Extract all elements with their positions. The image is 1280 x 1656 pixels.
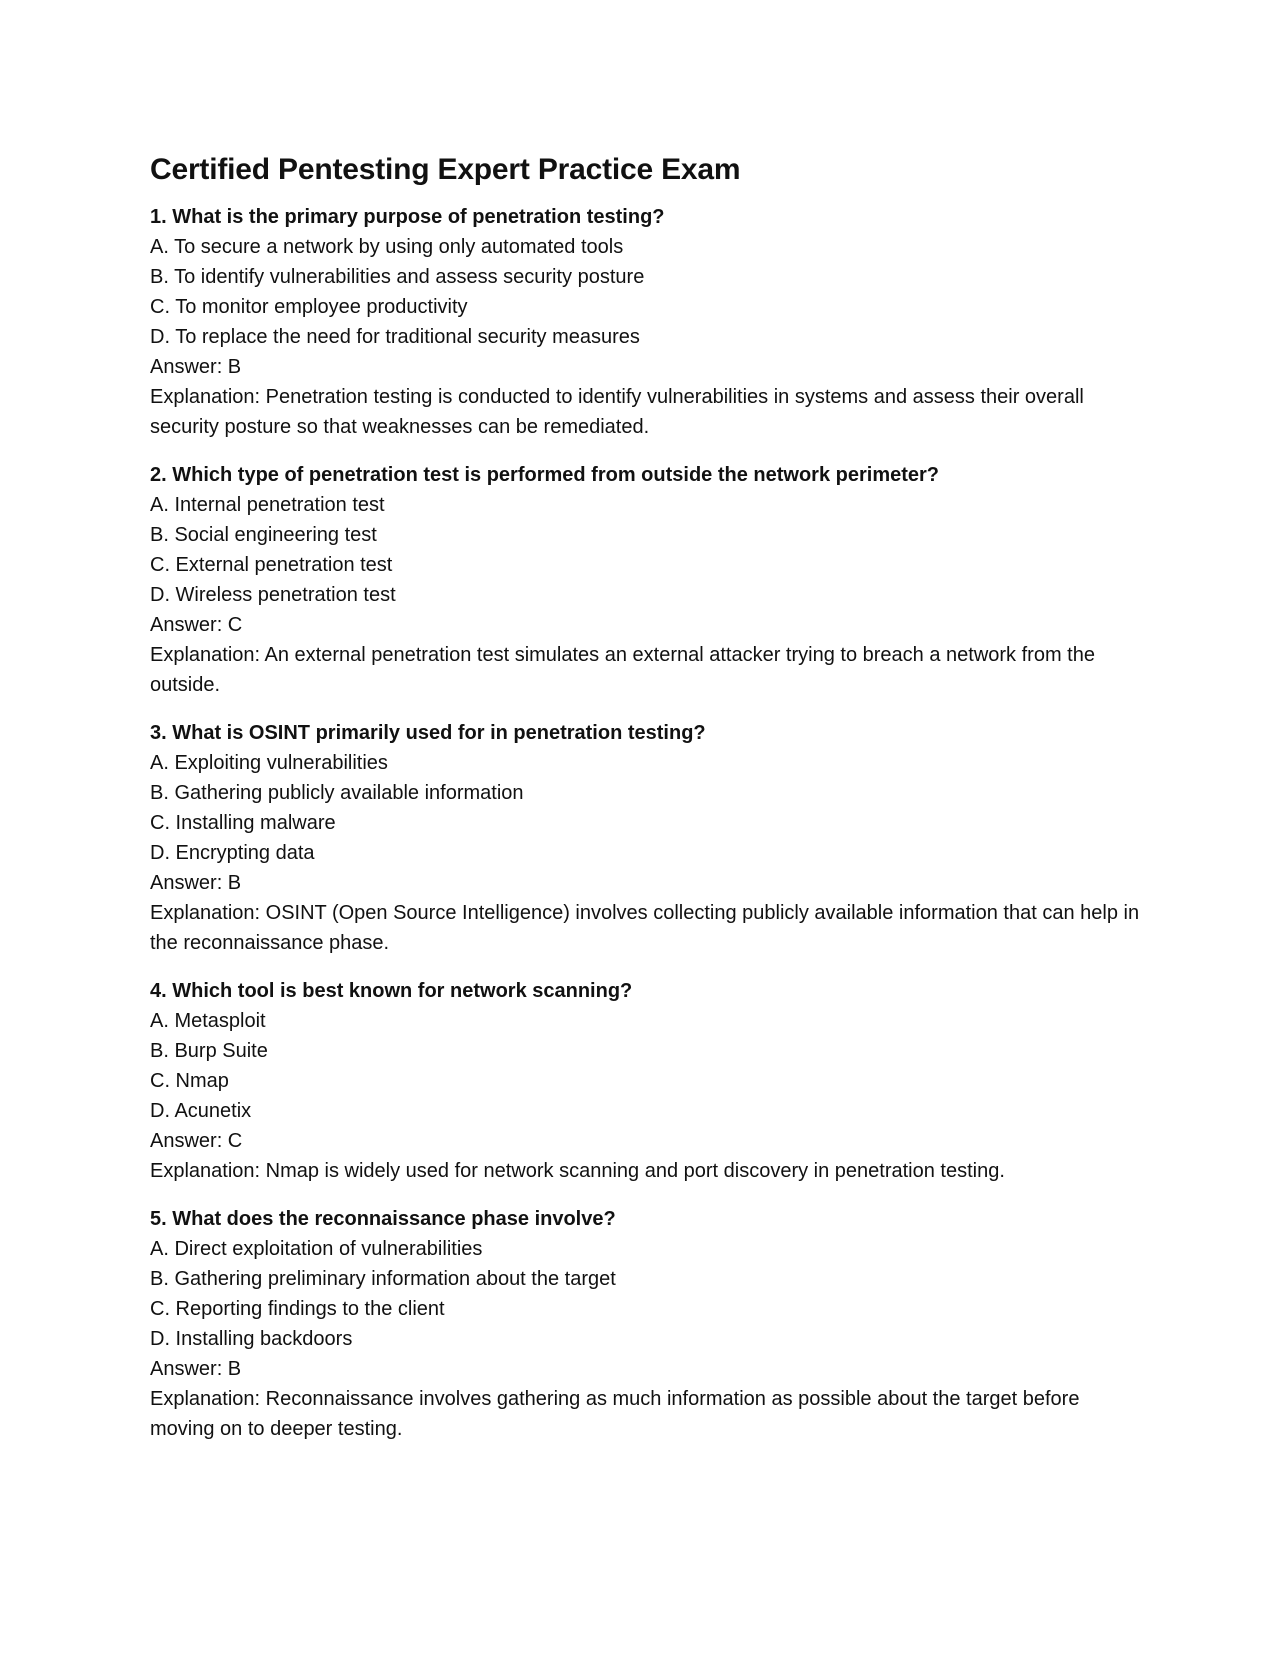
option-item: B. Gathering publicly available information (150, 782, 524, 804)
question-text: 2. Which type of penetration test is performed from outside the network perimeter? (150, 464, 940, 486)
explanation-text: Explanation: An external penetration test simulates an external attacker trying to breach a network from the outside. (150, 644, 1095, 696)
option-item: D. Wireless penetration test (150, 584, 396, 606)
option-list (150, 748, 1140, 868)
explanation-text: Explanation: Reconnaissance involves gathering as much information as possible about the target before moving on to deeper testing. (150, 1388, 1080, 1440)
question-block (150, 202, 1140, 442)
option-list (150, 1234, 1140, 1354)
page-title: Certified Pentesting Expert Practice Exam (150, 153, 741, 186)
option-item: D. To replace the need for traditional security measures (150, 326, 640, 348)
explanation-text: Explanation: OSINT (Open Source Intelligence) involves collecting publicly available information that can help in the reconnaissance phase. (150, 902, 1140, 954)
option-item: A. Metasploit (150, 1010, 266, 1032)
option-item: A. Exploiting vulnerabilities (150, 752, 388, 774)
question-block (150, 718, 1140, 958)
option-item: C. To monitor employee productivity (150, 296, 468, 318)
option-item: C. Reporting findings to the client (150, 1298, 445, 1320)
answer-text: Answer: B (150, 872, 242, 894)
option-item: D. Encrypting data (150, 842, 315, 864)
option-item: B. To identify vulnerabilities and assess security posture (150, 266, 645, 288)
explanation-text: Explanation: Penetration testing is conducted to identify vulnerabilities in systems and assess their overall security posture so that weaknesses can be remediated. (150, 386, 1084, 438)
question-text: 5. What does the reconnaissance phase involve? (150, 1208, 616, 1230)
option-item: A. Internal penetration test (150, 494, 385, 516)
question-block (150, 976, 1140, 1186)
answer-text: Answer: B (150, 356, 242, 378)
option-list (150, 490, 1140, 610)
option-item: D. Installing backdoors (150, 1328, 353, 1350)
option-item: C. Installing malware (150, 812, 336, 834)
option-item: B. Social engineering test (150, 524, 377, 546)
option-item: B. Gathering preliminary information about the target (150, 1268, 616, 1290)
answer-text: Answer: B (150, 1358, 242, 1380)
question-text: 4. Which tool is best known for network scanning? (150, 980, 633, 1002)
option-item: D. Acunetix (150, 1100, 252, 1122)
option-item: B. Burp Suite (150, 1040, 268, 1062)
question-block (150, 460, 1140, 700)
option-item: C. Nmap (150, 1070, 229, 1092)
option-item: C. External penetration test (150, 554, 393, 576)
answer-text: Answer: C (150, 614, 243, 636)
option-list (150, 1006, 1140, 1126)
document-page (150, 148, 1140, 1462)
option-item: A. Direct exploitation of vulnerabilities (150, 1238, 483, 1260)
answer-text: Answer: C (150, 1130, 243, 1152)
question-text: 1. What is the primary purpose of penetration testing? (150, 206, 665, 228)
question-text: 3. What is OSINT primarily used for in penetration testing? (150, 722, 706, 744)
explanation-text: Explanation: Nmap is widely used for network scanning and port discovery in penetration testing. (150, 1160, 1005, 1182)
option-list (150, 232, 1140, 352)
question-block (150, 1204, 1140, 1444)
option-item: A. To secure a network by using only automated tools (150, 236, 624, 258)
